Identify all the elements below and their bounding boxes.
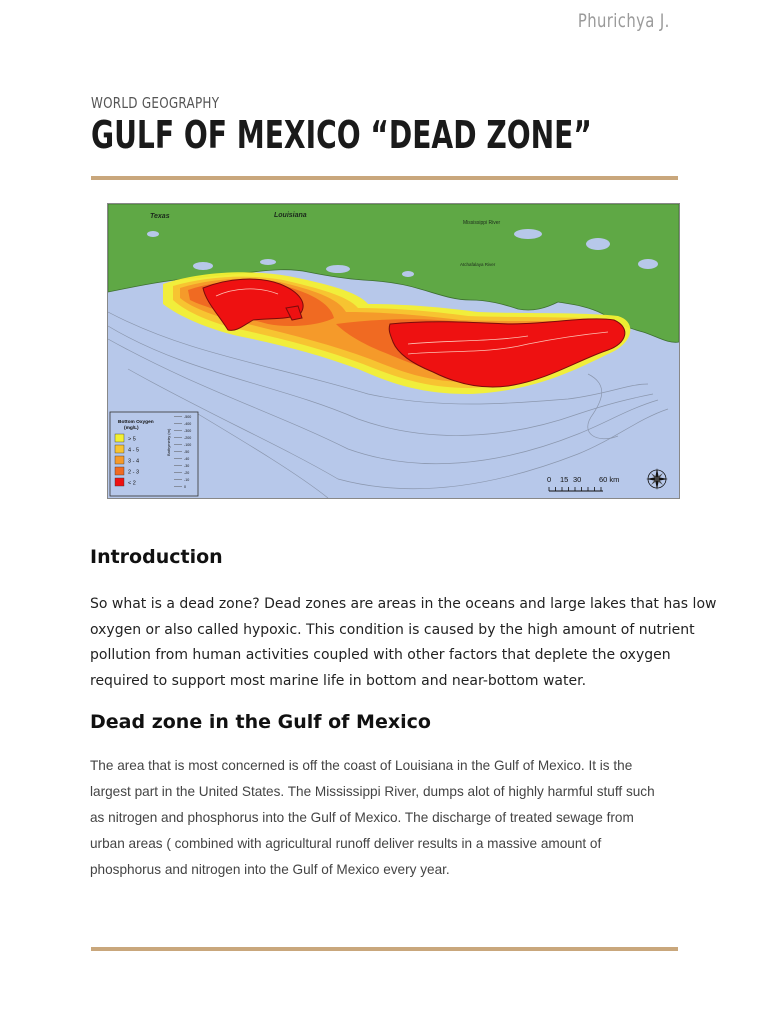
legend-units: (mg/L) [124,426,139,431]
legend-label: > 5 [128,436,136,443]
legend-depth-label: -100 [184,443,192,447]
intro-line: required to support most marine life in bottom and near-bottom water. [90,672,587,689]
gulf-line: urban areas ( combined with agricultural runoff deliver results in a massive amount of [90,836,602,851]
intro-paragraph [90,592,717,694]
legend-depth-label: -400 [184,422,192,426]
legend-swatch [115,434,124,442]
scale-tick-label: 15 [560,475,569,484]
bottom-divider [91,947,678,951]
author-name: Phurichya J. [578,10,670,32]
legend-depth-label: -200 [184,436,192,440]
legend-swatch [115,467,124,475]
top-divider [91,176,678,180]
legend-label: < 2 [128,480,136,487]
legend-depth-label: -500 [184,415,192,419]
scale-tick-label: 60 km [599,475,620,484]
legend-depth-label: -10 [184,478,190,482]
legend-depth-label: -50 [184,450,190,454]
gulf-line: largest part in the United States. The Mississippi River, dumps alot of highly harmful stuff such [90,784,655,799]
scale-tick-label: 0 [547,475,552,484]
legend-depth-label: -300 [184,429,192,433]
gulf-line: The area that is most concerned is off the coast of Louisiana in the Gulf of Mexico. It is the [90,758,633,773]
dead-zone-map [107,203,680,499]
legend-label: 4 - 5 [128,447,140,454]
legend-swatch [115,456,124,464]
legend-depth-label: -20 [184,471,190,475]
document-kicker: WORLD GEOGRAPHY [91,94,220,112]
scale-tick-label: 30 [573,475,582,484]
legend-label: 2 - 3 [128,469,140,476]
gulf-paragraph [90,753,690,883]
gulf-line: as nitrogen and phosphorus into the Gulf of Mexico. The discharge of treated sewage from [90,810,634,825]
page-title: GULF OF MEXICO “DEAD ZONE” [91,113,592,157]
legend-title: Bottom Oxygen [118,420,154,425]
label-louisiana: Louisiana [274,212,307,219]
legend-depth-label: 0 [184,485,186,489]
legend-depth-label: -30 [184,464,190,468]
legend-swatch [115,445,124,453]
legend-swatch [115,478,124,486]
intro-line: oxygen or also called hypoxic. This condition is caused by the high amount of nutrient [90,621,695,638]
intro-line: So what is a dead zone? Dead zones are areas in the oceans and large lakes that has low [90,596,717,612]
intro-line: pollution from human activities coupled with other factors that deplete the oxygen [90,647,671,663]
label-texas: Texas [150,213,170,220]
map-legend [110,412,198,496]
legend-depth-label: -40 [184,457,190,461]
label-atchafalaya-river: Atchafalaya River [460,262,496,267]
section-heading-dead-zone: Dead zone in the Gulf of Mexico [90,711,431,733]
legend-label: 3 - 4 [128,458,140,465]
section-heading-introduction: Introduction [90,546,223,568]
legend-bathymetry-label: Bathymetry (m) [166,428,171,456]
gulf-line: phosphorus and nitrogen into the Gulf of Mexico every year. [90,862,450,877]
label-mississippi-river: Mississippi River [463,220,501,226]
